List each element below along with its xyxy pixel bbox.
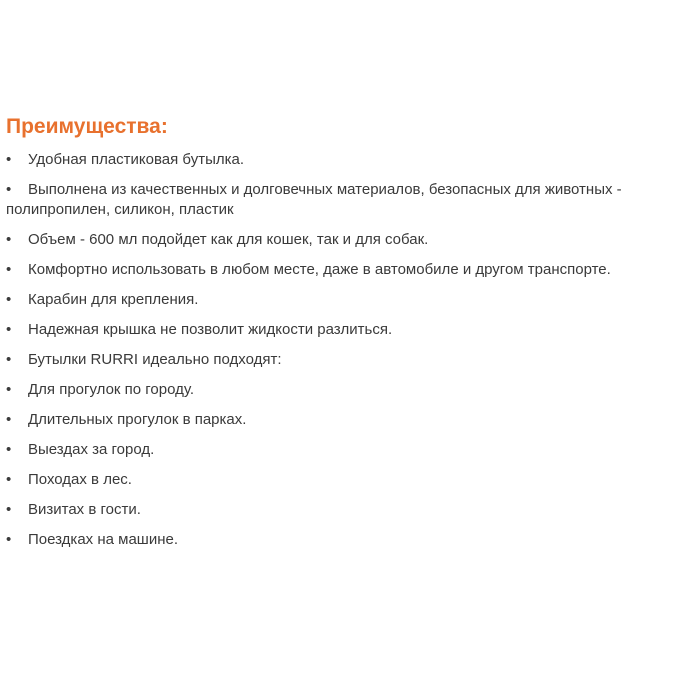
list-item: [6, 410, 682, 430]
list-item: [6, 290, 682, 310]
bullet-icon: •: [6, 471, 12, 488]
list-item-text: Карабин для крепления.: [28, 291, 199, 308]
bullet-icon: •: [6, 151, 12, 168]
list-item-text: Бутылки RURRI идеально подходят:: [28, 351, 282, 368]
bullet-icon: •: [6, 291, 12, 308]
list-item: [6, 530, 682, 550]
list-item-text: Походах в лес.: [28, 471, 132, 488]
list-item-text: Выездах за город.: [28, 441, 155, 458]
list-item: [6, 150, 682, 170]
list-item-text: Объем - 600 мл подойдет как для кошек, так и для собак.: [28, 231, 429, 248]
bullet-icon: •: [6, 321, 12, 338]
list-item: [6, 380, 682, 400]
list-item: [6, 230, 682, 250]
list-item: [6, 180, 682, 220]
bullet-icon: •: [6, 441, 12, 458]
list-item-text: Удобная пластиковая бутылка.: [28, 151, 244, 168]
advantages-heading: Преимущества:: [6, 115, 168, 138]
bullet-icon: •: [6, 531, 12, 548]
list-item-text: Визитах в гости.: [28, 501, 141, 518]
bullet-icon: •: [6, 351, 12, 368]
bullet-icon: •: [6, 381, 12, 398]
list-item-text: Комфортно использовать в любом месте, даже в автомобиле и другом транспорте.: [28, 261, 611, 278]
list-item: [6, 500, 682, 520]
list-item-text: Для прогулок по городу.: [28, 381, 195, 398]
list-item: [6, 320, 682, 340]
bullet-icon: •: [6, 261, 12, 278]
bullet-icon: •: [6, 501, 12, 518]
bullet-icon: •: [6, 181, 12, 198]
list-item-text: Длительных прогулок в парках.: [28, 411, 247, 428]
bullet-icon: •: [6, 411, 12, 428]
list-item-text: Надежная крышка не позволит жидкости разлиться.: [28, 321, 393, 338]
list-item-text: Поездках на машине.: [28, 531, 178, 548]
list-item: [6, 260, 682, 280]
bullet-icon: •: [6, 231, 12, 248]
list-item: [6, 350, 682, 370]
list-item: [6, 470, 682, 490]
advantages-section: [6, 112, 682, 560]
list-item-text: Выполнена из качественных и долговечных материалов, безопасных для животных - полипропилен, силикон, пластик: [6, 181, 622, 218]
list-item: [6, 440, 682, 460]
advantages-list: [6, 150, 682, 550]
